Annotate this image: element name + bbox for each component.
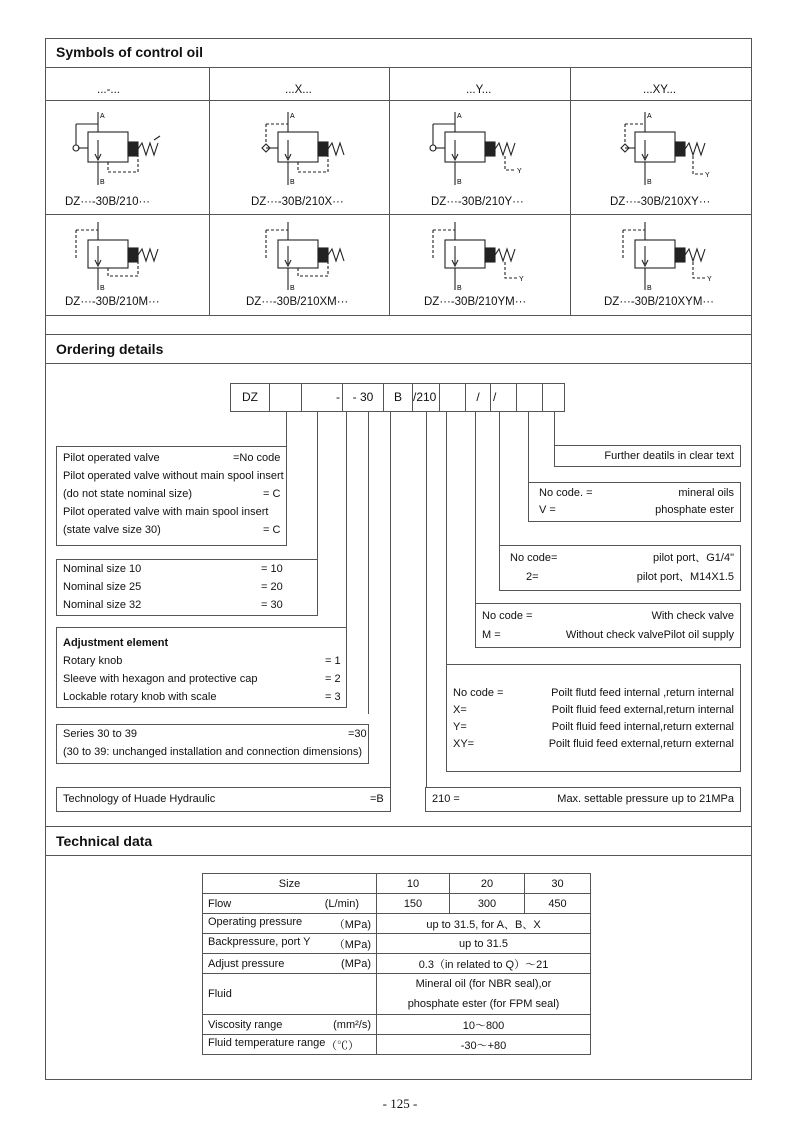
table-cell <box>377 974 591 1015</box>
table-cell: 300 <box>450 894 525 914</box>
valve-symbol-icon <box>425 220 535 295</box>
box-title: Adjustment element <box>63 637 169 649</box>
option-code: =B <box>370 793 384 805</box>
fluid-line: phosphate ester (for FPM seal) <box>407 998 560 1010</box>
option-code: = 10 <box>261 563 283 575</box>
table-row <box>203 1015 591 1035</box>
option-text: With check valve <box>651 610 734 622</box>
option-code: No code= <box>510 552 558 564</box>
nominal-size-box <box>56 559 318 616</box>
option-text: Poilt fluid feed external,return external <box>548 738 734 750</box>
symbol-label: DZ···-30B/210X··· <box>251 196 344 208</box>
table-cell <box>203 1015 377 1035</box>
order-code-cell <box>269 383 302 412</box>
table-cell <box>203 934 377 954</box>
seal-oil-box <box>528 482 741 522</box>
option-text: Poilt flutd feed internal ,return internal <box>551 687 734 699</box>
pilot-feed-box <box>446 664 741 772</box>
option-text: Pilot operated valve with main spool insert <box>63 506 269 518</box>
row-label: Viscosity range <box>208 1018 283 1031</box>
pilot-valve-box <box>56 446 287 546</box>
row-unit: （MPa) <box>333 938 371 951</box>
symbols-header: Symbols of control oil <box>45 38 752 68</box>
row-unit: （℃） <box>326 1039 359 1052</box>
option-text: Max. settable pressure up to 21MPa <box>557 793 734 805</box>
table-cell: up to 31.5, for A、B、X <box>377 914 591 934</box>
port-label: Y <box>707 276 712 283</box>
row-unit: (MPa) <box>341 957 371 970</box>
symbol-label: DZ···-30B/210Y··· <box>431 196 524 208</box>
option-text: Nominal size 25 <box>63 581 142 593</box>
table-row <box>203 934 591 954</box>
option-code: 2= <box>526 571 539 583</box>
option-code: =30 <box>348 728 367 740</box>
port-label: A <box>647 113 652 120</box>
order-code-cell: /210 <box>412 383 440 412</box>
valve-symbol-icon <box>615 110 725 190</box>
option-text: phosphate ester <box>655 504 734 516</box>
option-text: Technology of Huade Hydraulic <box>63 793 216 805</box>
symbol-label: DZ···-30B/210M··· <box>65 296 160 308</box>
order-code-cell: B <box>383 383 413 412</box>
table-row <box>203 1035 591 1055</box>
further-details-box <box>554 445 741 467</box>
row-unit: (L/min) <box>324 897 359 910</box>
technical-data-table <box>202 873 591 1055</box>
order-code-cell: / <box>465 383 491 412</box>
valve-symbol-icon <box>70 220 170 295</box>
pressure-box <box>425 787 741 812</box>
option-code: 210 = <box>432 793 460 805</box>
check-valve-box <box>475 603 741 648</box>
option-text: (30 to 39: unchanged installation and connection dimensions) <box>63 746 363 758</box>
option-code: = 30 <box>261 599 283 611</box>
table-cell: up to 31.5 <box>377 934 591 954</box>
table-cell: Size <box>203 874 377 894</box>
ordering-header: Ordering details <box>45 334 752 364</box>
option-text: mineral oils <box>678 487 734 499</box>
table-cell: 30 <box>525 874 591 894</box>
technical-header: Technical data <box>45 826 752 856</box>
option-text: pilot port、G1/4" <box>653 552 734 564</box>
row-unit: （MPa) <box>333 918 371 931</box>
port-label: B <box>647 179 652 186</box>
row-label: Adjust pressure <box>208 957 285 970</box>
order-code-cell: - 30 <box>342 383 384 412</box>
symbol-label: DZ···-30B/210XYM··· <box>604 296 714 308</box>
option-code: = 20 <box>261 581 283 593</box>
option-code: = C <box>263 488 281 500</box>
option-text: Rotary knob <box>63 655 123 667</box>
option-code: XY= <box>453 738 475 750</box>
port-label: Y <box>517 168 522 175</box>
pilot-port-box <box>499 545 741 591</box>
table-cell: 10～800 <box>377 1015 591 1035</box>
row-label: Flow <box>208 897 232 910</box>
page-number: - 125 - <box>382 1096 418 1111</box>
valve-symbol-icon <box>250 110 350 190</box>
order-code-cell <box>439 383 466 412</box>
table-cell: Fluid <box>203 974 377 1015</box>
symbol-col-header: ...X... <box>285 84 312 96</box>
row-label: Operating pressure <box>208 915 303 928</box>
port-label: B <box>647 285 652 292</box>
option-text: Without check valvePilot oil supply <box>565 629 734 641</box>
port-label: B <box>100 179 105 186</box>
table-row <box>203 874 591 894</box>
option-code: = 2 <box>325 673 341 685</box>
table-row <box>203 954 591 974</box>
option-text: (state valve size 30) <box>63 524 161 536</box>
port-label: A <box>457 113 462 120</box>
option-code: X= <box>453 704 467 716</box>
port-label: Y <box>705 172 710 179</box>
option-code: V = <box>539 504 556 516</box>
symbol-label: DZ···-30B/210XM··· <box>246 296 349 308</box>
option-code: = C <box>263 524 281 536</box>
table-cell: 150 <box>377 894 450 914</box>
option-text: Sleeve with hexagon and protective cap <box>63 673 258 685</box>
option-text: pilot port、M14X1.5 <box>636 571 734 583</box>
option-text: (do not state nominal size) <box>63 488 193 500</box>
option-code: No code = <box>482 610 533 622</box>
valve-symbol-icon <box>250 220 350 295</box>
table-cell: 0.3（in related to Q）～21 <box>377 954 591 974</box>
port-label: Y <box>519 276 524 283</box>
option-text: Pilot operated valve without main spool insert <box>63 470 284 482</box>
option-code: = 1 <box>325 655 341 667</box>
option-text: Nominal size 10 <box>63 563 142 575</box>
option-text: Lockable rotary knob with scale <box>63 691 217 703</box>
option-code: No code. = <box>539 487 593 499</box>
order-code-cell <box>542 383 565 412</box>
option-text: Pilot operated valve <box>63 452 160 464</box>
table-row <box>203 914 591 934</box>
fluid-line: Mineral oil (for NBR seal),or <box>415 978 552 990</box>
valve-symbol-icon <box>615 220 725 295</box>
table-cell <box>203 954 377 974</box>
table-cell <box>203 914 377 934</box>
port-label: A <box>290 113 295 120</box>
option-code: M = <box>482 629 501 641</box>
option-text: Nominal size 32 <box>63 599 142 611</box>
port-label: B <box>290 285 295 292</box>
option-code: Y= <box>453 721 467 733</box>
valve-symbol-icon <box>425 110 535 190</box>
port-label: B <box>290 179 295 186</box>
technology-box <box>56 787 391 812</box>
row-unit: (mm²/s) <box>333 1018 371 1031</box>
row-label: Fluid temperature range <box>208 1036 326 1049</box>
option-code: No code = <box>453 687 504 699</box>
symbol-col-header: ...-... <box>97 84 120 96</box>
symbol-label: DZ···-30B/210YM··· <box>424 296 527 308</box>
option-text: Poilt fluid feed internal,return external <box>551 721 734 733</box>
table-cell: 10 <box>377 874 450 894</box>
order-code-cell: - <box>301 383 343 412</box>
table-row <box>203 894 591 914</box>
table-cell: 20 <box>450 874 525 894</box>
port-label: B <box>457 285 462 292</box>
adjustment-element-box <box>56 627 347 708</box>
option-text: Poilt fluid feed external,return internal <box>551 704 734 716</box>
port-label: B <box>100 285 105 292</box>
option-text: Series 30 to 39 <box>63 728 137 740</box>
table-cell: 450 <box>525 894 591 914</box>
order-code-cell <box>516 383 543 412</box>
symbol-label: DZ···-30B/210XY··· <box>610 196 711 208</box>
table-row <box>203 974 591 1015</box>
option-code: =No code <box>233 452 281 464</box>
option-text: Further deatils in clear text <box>604 450 734 462</box>
port-label: B <box>457 179 462 186</box>
symbol-col-header: ...XY... <box>643 84 677 96</box>
series-box <box>56 724 369 764</box>
row-label: Backpressure, port Y <box>208 935 311 948</box>
table-cell <box>203 1035 377 1055</box>
table-cell: -30～+80 <box>377 1035 591 1055</box>
option-code: = 3 <box>325 691 341 703</box>
table-cell <box>203 894 377 914</box>
port-label: A <box>100 113 105 120</box>
order-code-cell: / <box>490 383 517 412</box>
symbol-col-header: ...Y... <box>466 84 492 96</box>
valve-symbol-icon <box>70 110 170 190</box>
symbol-label: DZ···-30B/210··· <box>65 196 150 208</box>
order-code-cell: DZ <box>230 383 270 412</box>
